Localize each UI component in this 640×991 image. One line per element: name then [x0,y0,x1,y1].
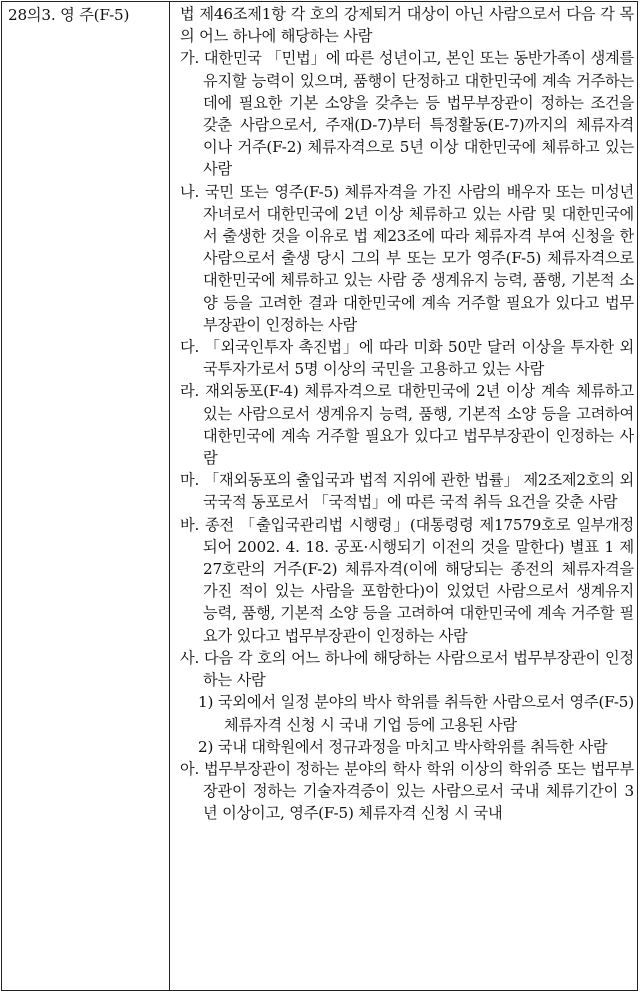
item-na [180,181,634,336]
subitem-1 [180,691,634,735]
item-mark: 아. [180,759,200,778]
item-da [180,336,634,380]
item-mark: 다. [180,338,200,357]
item-text: 「재외동포의 출입국과 법적 지위에 관한 법률」 제2조제2호의 외국국적 동포로서 「국적법」에 따른 국적 취득 요건을 갖춘 사람 [203,471,634,512]
item-mark: 사. [180,648,200,667]
item-ba [180,514,634,647]
item-text: 대한민국 「민법」에 따른 성년이고, 본인 또는 동반가족이 생계를 유지할 능력이 있으며, 품행이 단정하고 대한민국에 계속 거주하는 데에 필요한 기본 소양을 갖추는 등 법무부장관이 정하는 조건을 갖춘 사람으로서, 주재(D-7)부터 특정활동(E-7)까지의 체류자격이나 거주(F-2) 체류자격으로 5년 이상 대한민국에 체류하고 있는 사람 [203,49,634,179]
item-ra [180,380,634,469]
visa-category-label: 28의3. 영 주(F-5) [8,6,130,24]
item-text: 국민 또는 영주(F-5) 체류자격을 가진 사람의 배우자 또는 미성년 자녀로서 대한민국에 2년 이상 체류하고 있는 사람 및 대한민국에서 출생한 것을 이유로 법 제23조에 따라 체류자격 부여 신청을 한 사람으로서 출생 당시 그의 부 또는 모가 영주(F-5) 체류자격으로 대한민국에 체류하고 있는 사람 중 생계유지 능력, 품행, 기본적 소양 등을 고려한 결과 대한민국에 계속 거주할 필요가 있다고 법무부장관이 인정하는 사람 [203,182,634,334]
item-text: 재외동포(F-4) 체류자격으로 대한민국에 2년 이상 계속 체류하고 있는 사람으로서 생계유지 능력, 품행, 기본적 소양 등을 고려하여 대한민국에 계속 거주할 필요가 있다고 법무부장관이 인정하는 사람 [203,382,634,468]
item-text: 법무부장관이 정하는 분야의 학사 학위 이상의 학위증 또는 법무부장관이 정하는 기술자격증이 있는 사람으로서 국내 체류기간이 3년 이상이고, 영주(F-5) 체류자격 신청 시 국내 [203,759,634,823]
item-mark: 가. [180,49,200,68]
item-mark: 바. [180,515,200,534]
visa-category-cell [2,2,170,990]
item-text: 다음 각 호의 어느 하나에 해당하는 사람으로서 법무부장관이 인정하는 사람 [203,648,634,690]
item-mark: 라. [180,382,200,401]
item-text: 종전 「출입국관리법 시행령」(대통령령 제17579호로 일부개정되어 2002. 4. 18. 공포·시행되기 이전의 것을 말한다) 별표 1 제27호란의 거주(F-2) 체류자격(이에 해당되는 종전의 체류자격을 가진 적이 있는 사람을 포함한다)이 있었던 사람으로서 생계유지 능력, 품행, 기본적 소양 등을 고려하여 대한민국에 계속 거주할 필요가 있다고 법무부장관이 인정하는 사람 [203,515,635,645]
subitem-mark: 1) [198,693,214,712]
subitem-text: 국내 대학원에서 정규과정을 마치고 박사학위를 취득한 사람 [217,737,608,756]
table-frame [1,1,638,991]
requirements-cell [170,2,638,990]
subitem-2 [180,736,634,758]
item-a [180,758,634,825]
subitem-mark: 2) [198,737,214,756]
item-text: 「외국인투자 촉진법」에 따라 미화 50만 달러 이상을 투자한 외국투자가로서 5명 이상의 국민을 고용하고 있는 사람 [203,338,634,379]
item-ga [180,47,634,180]
subitem-text: 국외에서 일정 분야의 박사 학위를 취득한 사람으로서 영주(F-5) 체류자격 신청 시 국내 기업 등에 고용된 사람 [217,693,634,734]
item-mark: 마. [180,471,200,490]
item-mark: 나. [180,182,200,201]
item-sa [180,647,634,691]
intro-paragraph: 법 제46조제1항 각 호의 강제퇴거 대상이 아닌 사람으로서 다음 각 목의 어느 하나에 해당하는 사람 [180,5,634,46]
item-ma [180,469,634,513]
